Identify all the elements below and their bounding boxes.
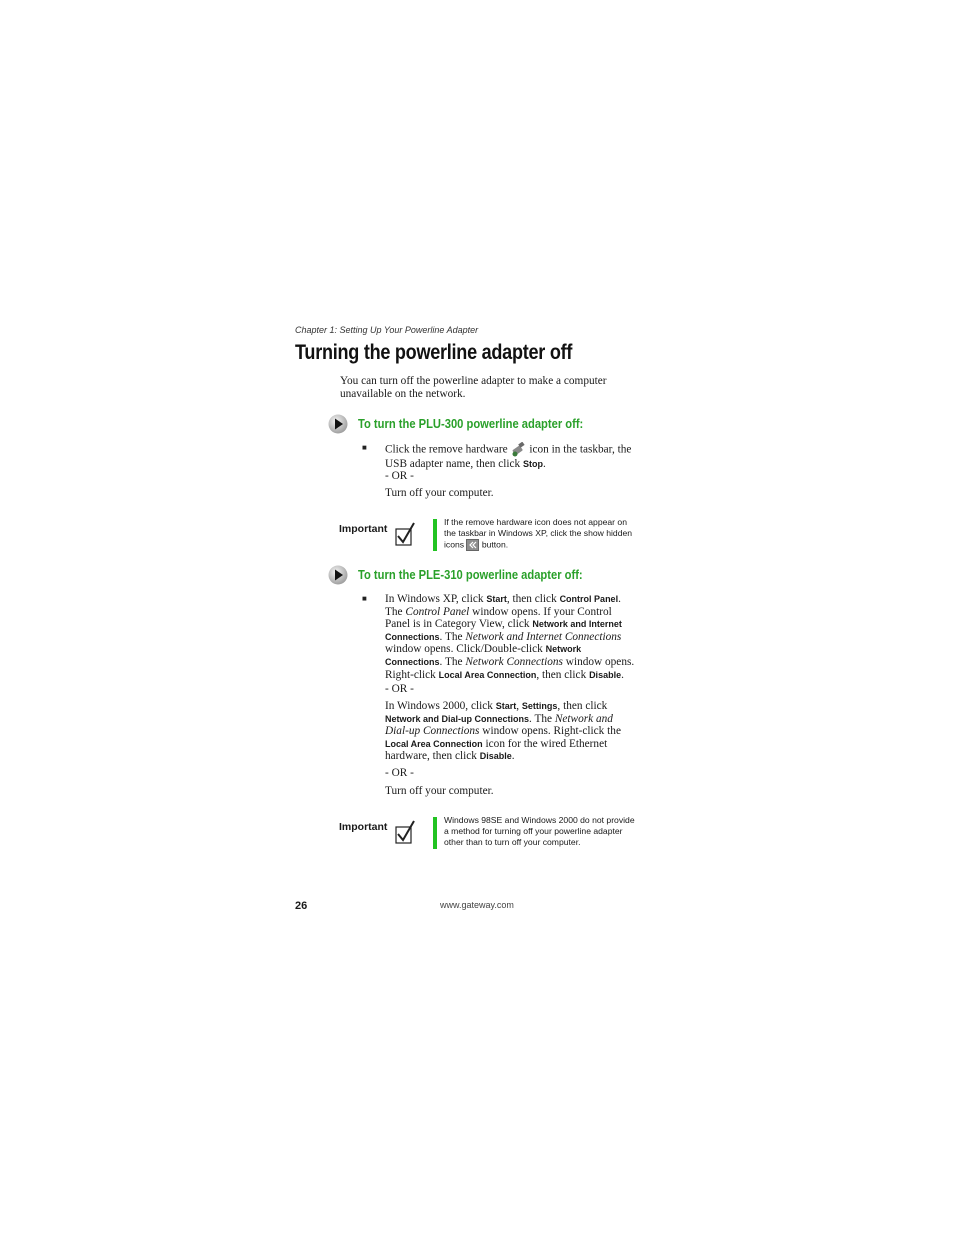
windows-xp-instructions xyxy=(385,593,665,681)
or-separator: - OR - xyxy=(385,683,414,695)
turn-off-text: Turn off your computer. xyxy=(385,487,494,499)
text: Click the remove hardware xyxy=(385,443,508,456)
start-label: Start xyxy=(486,594,507,604)
control-panel-label: Control Panel xyxy=(559,594,619,604)
note-bar xyxy=(433,817,437,849)
or-separator: - OR - xyxy=(385,767,414,779)
section2-note xyxy=(444,815,659,848)
text: In Windows XP, click xyxy=(385,593,484,605)
text: window opens. xyxy=(565,655,635,668)
step-arrow-icon xyxy=(328,565,348,585)
text: Right-click xyxy=(385,668,436,681)
text: USB adapter name, then click xyxy=(385,458,521,470)
turn-off-text: Turn off your computer. xyxy=(385,785,494,797)
disable-label: Disable xyxy=(479,751,512,762)
text: . The xyxy=(439,655,463,668)
section1-heading: To turn the PLU-300 powerline adapter off: xyxy=(358,416,584,431)
footer-url: www.gateway.com xyxy=(440,900,514,910)
network-internet-label: Connections xyxy=(385,631,440,642)
chapter-header: Chapter 1: Setting Up Your Powerline Adapter xyxy=(295,325,479,335)
checkmark-icon xyxy=(394,819,416,845)
intro-paragraph: You can turn off the powerline adapter to make a computer unavailable on the network. xyxy=(340,375,607,400)
text: Panel is in Category View, click xyxy=(385,618,530,631)
window-name: Network Connections xyxy=(465,655,563,668)
window-name: Network and Internet Connections xyxy=(465,630,622,643)
bullet-marker: ■ xyxy=(362,594,367,603)
text: , then click xyxy=(506,593,557,605)
checkmark-icon xyxy=(394,521,416,547)
network-label: Network xyxy=(545,644,582,655)
step-arrow-icon xyxy=(328,414,348,434)
text: window opens. If your Control xyxy=(472,605,612,618)
text: The xyxy=(385,605,403,618)
window-name: Control Panel xyxy=(405,605,470,618)
text: , then click xyxy=(557,700,608,712)
text: . xyxy=(543,458,546,470)
section2-heading: To turn the PLE-310 powerline adapter off: xyxy=(358,567,583,582)
start-label: Start xyxy=(495,701,517,711)
network-dialup-label: Network and Dial-up Connections xyxy=(385,713,530,724)
important-label: Important xyxy=(339,821,388,833)
page-title: Turning the powerline adapter off xyxy=(295,341,573,364)
text: window opens. Right-click the xyxy=(482,725,621,738)
text: hardware, then click xyxy=(385,750,477,763)
local-area-connection-label: Local Area Connection xyxy=(385,738,483,749)
important-label: Important xyxy=(339,523,388,535)
show-hidden-icons-button-icon xyxy=(466,539,479,551)
text: . The xyxy=(529,712,553,725)
windows-2000-instructions xyxy=(385,700,665,763)
disable-label: Disable xyxy=(589,669,622,680)
remove-hardware-icon xyxy=(510,442,526,458)
note-line: other than to turn off your computer. xyxy=(444,837,581,847)
stop-label: Stop xyxy=(523,459,544,469)
text: icon for the wired Ethernet xyxy=(485,737,608,750)
note-line: the taskbar in Windows XP, click the show hidden xyxy=(444,528,633,538)
note-text: button. xyxy=(481,539,509,550)
window-name: Network and xyxy=(554,712,613,725)
network-internet-label: Network and Internet xyxy=(532,619,622,630)
text: . xyxy=(511,750,515,763)
section1-note xyxy=(444,517,659,551)
note-bar xyxy=(433,519,437,551)
note-line: a method for turning off your powerline adapter xyxy=(444,826,623,836)
text: , xyxy=(516,700,520,712)
note-line: If the remove hardware icon does not appear on xyxy=(444,517,627,527)
text: In Windows 2000, click xyxy=(385,700,493,712)
local-area-connection-label: Local Area Connection xyxy=(438,669,537,680)
text: , then click xyxy=(536,668,587,681)
note-line: Windows 98SE and Windows 2000 do not provide xyxy=(444,815,635,825)
page-number: 26 xyxy=(295,900,308,912)
text: . xyxy=(621,668,624,681)
section1-instruction xyxy=(385,442,665,471)
text: window opens. Click/Double-click xyxy=(385,643,543,656)
text: . The xyxy=(439,630,463,643)
settings-label: Settings xyxy=(521,701,558,711)
or-separator: - OR - xyxy=(385,470,414,482)
window-name: Dial-up Connections xyxy=(385,725,480,738)
text: . xyxy=(618,593,621,605)
text: icon in the taskbar, the xyxy=(529,443,632,456)
note-text: icons xyxy=(444,539,465,550)
network-label: Connections xyxy=(385,656,440,667)
bullet-marker: ■ xyxy=(362,443,367,452)
